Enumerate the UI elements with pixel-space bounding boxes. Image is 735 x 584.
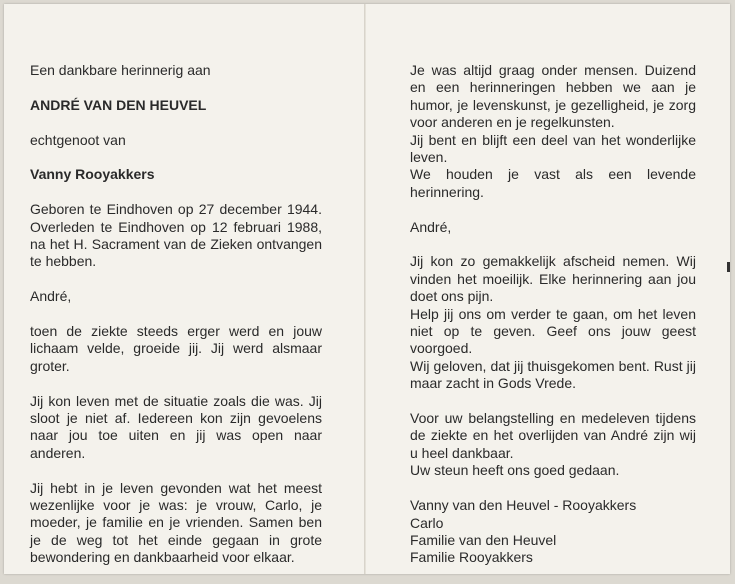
right-paragraph-3 [410,410,696,480]
left-paragraph-2: Jij kon leven met de situatie zoals die was. Jij sloot je niet af. Iedereen kon zijn gevoelens naar jou toe uiten en jij was open naar anderen. [30,392,322,461]
signature-line: Familie Rooyakkers [410,549,533,566]
birth-death-text: Geboren te Eindhoven op 27 december 1944. Overleden te Eindhoven op 12 februari 1988, na het H. Sacrament van de Zieken ontvangen te hebben. [30,201,322,270]
signatures [410,497,696,567]
right-paragraph-2b: Help jij ons om verder te gaan, om het leven niet op te geven. Geef ons jouw geest voorgoed. [410,305,696,357]
right-paragraph-1b: Jij bent en blijft een deel van het wonderlijke leven. [410,131,696,166]
right-paragraph-2 [410,253,696,392]
right-paragraph-3a: Voor uw belangstelling en medeleven tijdens de ziekte en het overlijden van André zijn wij u heel dankbaar. [410,410,696,461]
right-paragraph-1c: We houden je vast als een levende herinnering. [410,166,696,200]
signature-line: Carlo [410,514,444,531]
spouse-name: Vanny Rooyakkers [30,166,155,183]
left-page [30,62,322,584]
spouse-label: echtgenoot van [30,131,126,148]
right-paragraph-2a: Jij kon zo gemakkelijk afscheid nemen. Wij vinden het moeilijk. Elke herinnering aan jou doet ons pijn. [410,253,696,305]
right-page [410,62,696,567]
right-paragraph-3b: Uw steun heeft ons goed gedaan. [410,462,620,479]
deceased-name: ANDRÉ VAN DEN HEUVEL [30,96,207,113]
address-right: André, [410,218,452,235]
signature-line: Vanny van den Heuvel - Rooyakkers [410,497,637,514]
right-paragraph-2c: Wij geloven, dat jij thuisgekomen bent. Rust jij maar zacht in Gods Vrede. [410,357,696,392]
right-paragraph-1a: Je was altijd graag onder mensen. Duizend en een herinneringen hebben we aan je humor, je levenskunst, je gezelligheid, je zorg voor anderen en je regelkunsten. [410,62,696,131]
right-paragraph-1 [410,62,696,201]
left-paragraph-3: Jij hebt in je leven gevonden wat het meest wezenlijke voor je was: je vrouw, Carlo, je moeder, je familie en je vrienden. Samen ben je de weg tot het einde gegaan in grote bewondering en dankbaarheid voor elkaar. [30,479,322,566]
signature-line: Familie van den Heuvel [410,531,557,548]
edge-mark [727,262,730,272]
card-fold [364,4,366,574]
address-left: André, [30,288,72,305]
intro-text: Een dankbare herinnerig aan [30,62,211,78]
left-paragraph-1: toen de ziekte steeds erger werd en jouw lichaam velde, groeide jij. Jij werd alsmaar groter. [30,323,322,374]
